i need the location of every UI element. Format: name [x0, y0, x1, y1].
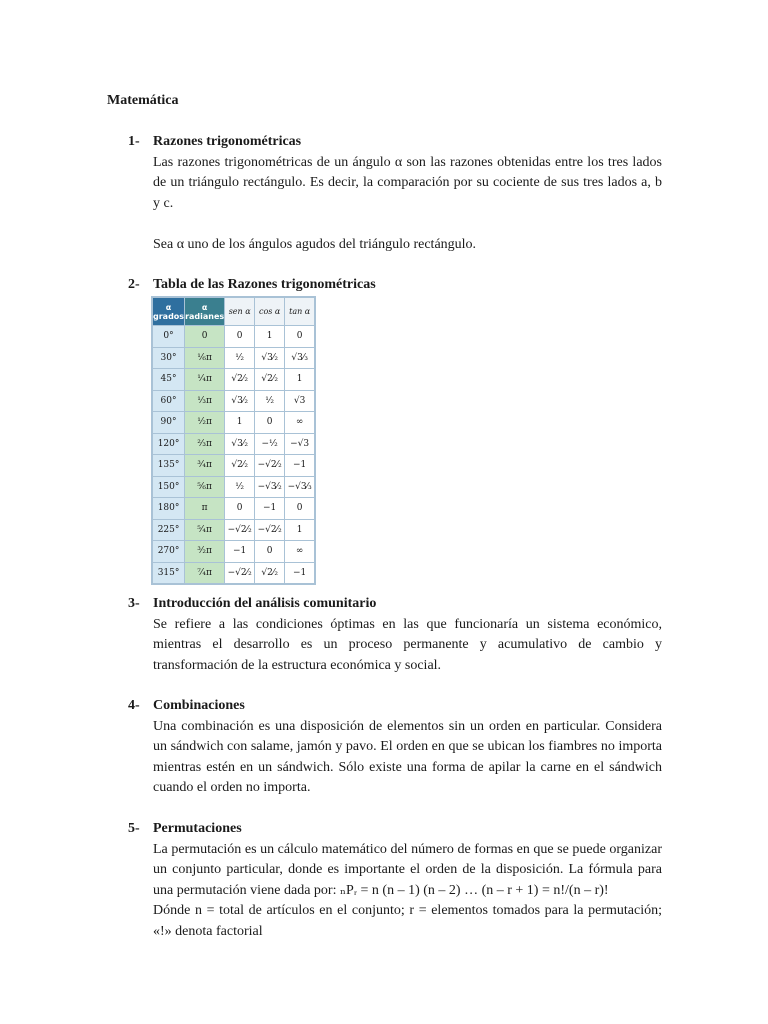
cell-cos: √3⁄₂: [255, 347, 285, 369]
cell-degrees: 315°: [153, 562, 185, 584]
document-title: Matemática: [107, 93, 179, 108]
cell-cos: −√3⁄₂: [255, 476, 285, 498]
cell-tan: −1: [285, 455, 315, 477]
cell-sin: ¹⁄₂: [225, 476, 255, 498]
cell-radians: ¹⁄₂π: [185, 412, 225, 434]
cell-sin: √3⁄₂: [225, 433, 255, 455]
section-razones: [128, 132, 662, 255]
cell-cos: √2⁄₂: [255, 562, 285, 584]
section-title: Introducción del análisis comunitario: [153, 596, 377, 611]
cell-radians: ³⁄₄π: [185, 455, 225, 477]
section-number: 1-: [128, 134, 140, 149]
header-tan: tan α: [285, 298, 315, 326]
cell-tan: √3: [285, 390, 315, 412]
cell-degrees: 135°: [153, 455, 185, 477]
paragraph: Dónde n = total de artículos en el conjunto; r = elementos tomados para la permutación; «!» denota factorial: [153, 903, 662, 939]
cell-degrees: 0°: [153, 326, 185, 348]
cell-sin: 0: [225, 326, 255, 348]
section-number: 3-: [128, 596, 140, 611]
cell-cos: 1: [255, 326, 285, 348]
cell-degrees: 90°: [153, 412, 185, 434]
cell-degrees: 180°: [153, 498, 185, 520]
table-row: [153, 412, 315, 434]
header-degrees: α grados: [153, 298, 185, 326]
paragraph: Una combinación es una disposición de elementos sin un orden en particular. Considera un sándwich con salame, jamón y pavo. El orden en que se ubican los fiambres no importa mientras estén en un sándwich. Sólo existe una forma de apilar la carne en el sándwich cuando el orden no importa.: [153, 718, 662, 795]
cell-cos: 0: [255, 412, 285, 434]
cell-tan: ∞: [285, 412, 315, 434]
section-body: [153, 717, 662, 799]
cell-cos: −¹⁄₂: [255, 433, 285, 455]
header-sin: sen α: [225, 298, 255, 326]
cell-sin: −1: [225, 541, 255, 563]
table-row: [153, 519, 315, 541]
cell-degrees: 150°: [153, 476, 185, 498]
table-row: [153, 326, 315, 348]
paragraph: La permutación es un cálculo matemático del número de formas en que se puede organizar un conjunto particular, donde es importante el orden de la disposición. La fórmula para una permutación viene dada por: ₙPᵣ = n (n – 1) (n – 2) … (n – r + 1) = n!/(n – r)!: [153, 841, 662, 898]
cell-tan: √3⁄₃: [285, 347, 315, 369]
cell-radians: ³⁄₂π: [185, 541, 225, 563]
cell-cos: −√2⁄₂: [255, 455, 285, 477]
cell-radians: ⁷⁄₄π: [185, 562, 225, 584]
section-permutaciones: [128, 819, 662, 942]
table-row: [153, 455, 315, 477]
section-heading: [128, 696, 662, 717]
paragraph: Se refiere a las condiciones óptimas en las que funcionaría un sistema económico, mientras el desarrollo es un proceso permanente y acumulativo de cambio y transformación de la estructura económica y social.: [153, 616, 662, 673]
cell-degrees: 45°: [153, 369, 185, 391]
cell-tan: 1: [285, 519, 315, 541]
section-combinaciones: [128, 696, 662, 799]
cell-degrees: 60°: [153, 390, 185, 412]
cell-tan: −√3⁄₃: [285, 476, 315, 498]
section-number: 4-: [128, 698, 140, 713]
table-header-row: [153, 298, 315, 326]
cell-sin: √2⁄₂: [225, 369, 255, 391]
cell-degrees: 225°: [153, 519, 185, 541]
cell-tan: 1: [285, 369, 315, 391]
cell-sin: −√2⁄₂: [225, 519, 255, 541]
table-row: [153, 541, 315, 563]
table-row: [153, 498, 315, 520]
cell-sin: √2⁄₂: [225, 455, 255, 477]
cell-cos: √2⁄₂: [255, 369, 285, 391]
cell-sin: −√2⁄₂: [225, 562, 255, 584]
section-heading: [128, 594, 662, 615]
cell-degrees: 30°: [153, 347, 185, 369]
section-analisis: [128, 594, 662, 676]
cell-sin: 0: [225, 498, 255, 520]
cell-tan: −1: [285, 562, 315, 584]
cell-degrees: 120°: [153, 433, 185, 455]
cell-radians: ²⁄₃π: [185, 433, 225, 455]
table-row: [153, 562, 315, 584]
cell-cos: −1: [255, 498, 285, 520]
table-row: [153, 390, 315, 412]
cell-cos: −√2⁄₂: [255, 519, 285, 541]
cell-tan: ∞: [285, 541, 315, 563]
cell-radians: ⁵⁄₆π: [185, 476, 225, 498]
section-heading: [128, 275, 662, 296]
cell-degrees: 270°: [153, 541, 185, 563]
cell-cos: 0: [255, 541, 285, 563]
cell-radians: ¹⁄₃π: [185, 390, 225, 412]
paragraph: Las razones trigonométricas de un ángulo α son las razones obtenidas entre los tres lados de un triángulo rectángulo. Es decir, la comparación por su cociente de sus tres lados a, b y c.: [153, 154, 662, 211]
section-title: Tabla de las Razones trigonométricas: [153, 277, 376, 292]
section-title: Permutaciones: [153, 821, 242, 836]
section-number: 2-: [128, 277, 140, 292]
cell-sin: 1: [225, 412, 255, 434]
table-row: [153, 433, 315, 455]
cell-radians: 0: [185, 326, 225, 348]
table-row: [153, 476, 315, 498]
section-heading: [128, 132, 662, 153]
cell-radians: ⁵⁄₄π: [185, 519, 225, 541]
section-body: [153, 840, 662, 943]
cell-sin: ¹⁄₂: [225, 347, 255, 369]
section-title: Combinaciones: [153, 698, 245, 713]
cell-radians: ¹⁄₄π: [185, 369, 225, 391]
section-number: 5-: [128, 821, 140, 836]
table-row: [153, 369, 315, 391]
section-heading: [128, 819, 662, 840]
cell-tan: 0: [285, 498, 315, 520]
cell-tan: 0: [285, 326, 315, 348]
header-radians: α radianes: [185, 298, 225, 326]
cell-tan: −√3: [285, 433, 315, 455]
cell-radians: ¹⁄₆π: [185, 347, 225, 369]
table-body: [153, 326, 315, 584]
header-cos: cos α: [255, 298, 285, 326]
section-tabla: [128, 275, 662, 296]
trig-ratios-table: [152, 297, 315, 584]
table-row: [153, 347, 315, 369]
section-body: [153, 615, 662, 677]
section-body: [153, 153, 662, 256]
paragraph: Sea α uno de los ángulos agudos del triángulo rectángulo.: [153, 236, 477, 252]
section-title: Razones trigonométricas: [153, 134, 302, 149]
cell-cos: ¹⁄₂: [255, 390, 285, 412]
cell-sin: √3⁄₂: [225, 390, 255, 412]
cell-radians: π: [185, 498, 225, 520]
